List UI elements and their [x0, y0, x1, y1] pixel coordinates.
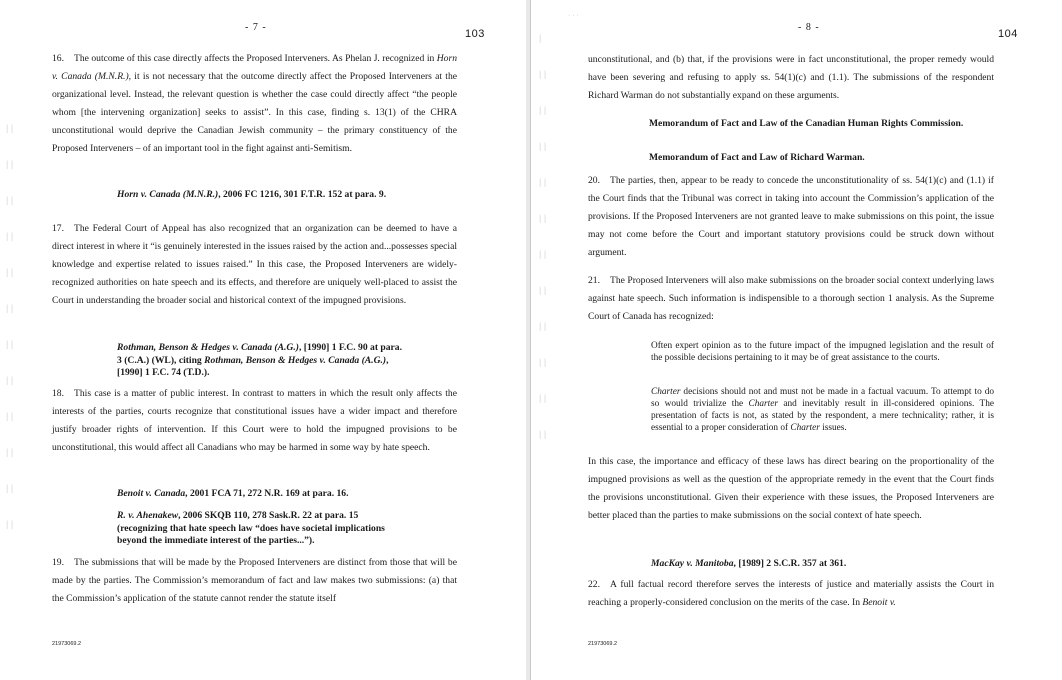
citation-ahenakew — [117, 510, 407, 548]
block-quote — [651, 386, 994, 434]
quote-text: decisions should not and must not be made in a factual vacuum. To attempt to do so would trivialize the — [651, 387, 994, 409]
document-id: 21973069.2 — [588, 641, 618, 647]
block-quote: Often expert opinion as to the future impact of the impugned legislation and the result of the possible decisions pertaining to it may be of great assistance to the courts. — [651, 341, 994, 363]
citation-rothman — [117, 342, 407, 380]
quote-emphasis: Charter — [748, 399, 778, 409]
case-name: MacKay v. Manitoba — [651, 558, 734, 569]
paragraph-text: The parties, then, appear to be ready to concede the unconstitutionality of ss. 54(1)(c) and (1.1) if the Court finds that the Tribunal was correct in taking into account the Commission’s application of the provisions. If the Proposed Interveners are not granted leave to make submissions on this point, the issue may not come before the Court and important statutory provisions could be struck down without argument. — [588, 175, 994, 259]
case-name: R. v. Ahenakew — [117, 510, 179, 521]
citation-mackay — [651, 558, 951, 571]
citation-text: , [1990] 1 F.C. 90 at para. 3 (C.A.) (WL), citing — [117, 342, 402, 366]
quote-text: and inevitably result in ill-considered opinions. The presentation of facts is not, as stated by the respondent, a mere technicality; rather, it is essential to a proper consideration of — [651, 399, 995, 433]
case-name: Rothman, Benson & Hedges v. Canada (A.G.) — [204, 354, 387, 366]
paragraph-after-quote: In this case, the importance and efficacy of these laws has direct bearing on the proportionality of the impugned provisions as well as the question of the appropriate remedy in the event that the Court finds the provisions unconstitutional. Given their experience with these issues, the Proposed Interveners are better placed than the parties to make submissions on the social context of hate speech. — [588, 456, 994, 522]
paragraph-number: 20. — [588, 175, 600, 186]
paragraph-number: 17. — [52, 223, 64, 234]
paragraph-number: 18. — [52, 388, 64, 399]
scan-artifact: | | | | | | | | | | | | | | | | | | | | | | | — [539, 33, 547, 439]
paragraph-text: The Proposed Interveners will also make submissions on the broader social context underlying laws against hate speech. Such information is indispensible to a thorough section 1 analysis. As the Supreme Court of Canada has recognized: — [588, 275, 994, 323]
paragraph-19 — [52, 554, 457, 608]
citation-horn — [117, 189, 407, 202]
quote-emphasis: Charter — [790, 423, 820, 433]
tab-number: 103 — [465, 28, 485, 40]
paragraph-number: 21. — [588, 275, 600, 286]
paragraph-21 — [588, 272, 994, 326]
citation-text: , [1989] 2 S.C.R. 357 at 361. — [733, 558, 847, 569]
paragraph-text: , it is not necessary that the outcome directly affect the Proposed Interveners at the organizational level. Instead, the relevant question is whether the case could directly affect “the people whom [the intervening organization] seeks to assist”. In this case, finding s. 13(1) of the CHRA unconstitutional would deprive the Canadian Jewish community – the primary constituency of the Proposed Interveners – of an important tool in the fight against anti-Semitism. — [52, 71, 458, 155]
paragraph-text: A full factual record therefore serves the interests of justice and materially assists the Court in reaching a properly-considered conclusion on the merits of the case. In — [588, 579, 994, 609]
page-number: - 8 - — [798, 22, 820, 33]
paragraph-16 — [52, 50, 457, 159]
tab-number: 104 — [998, 28, 1018, 40]
citation-text: , 2006 SKQB 110, 278 Sask.R. 22 at para. 15 (recognizing that hate speech law “does have societal implications beyond the immediate interest of the parties...”). — [117, 510, 385, 546]
document-id: 21973069.2 — [52, 641, 82, 647]
case-name: Benoit v. — [862, 597, 896, 609]
paragraph-text: The Federal Court of Appeal has also recognized that an organization can be deemed to have a direct interest in where it “is genuinely interested in the issues raised by the action and...possesses special knowledge and expertise related to issues raised.” In this case, the Proposed Interveners are widely-recognized authorities on hate speech and its effects, and therefore are uniquely well-placed to assist the Court in understanding the broader social and historical context of the impugned provisions. — [52, 223, 457, 307]
paragraph-continuation: unconstitutional, and (b) that, if the provisions were in fact unconstitutional, the proper remedy would have been severing and refusing to apply ss. 54(1)(c) and (1.1). The submissions of the respondent Richard Warman do not substantially expand on these arguments. — [588, 54, 994, 102]
right-page — [530, 0, 1062, 680]
citation-benoit — [117, 488, 407, 501]
paragraph-18 — [52, 385, 457, 457]
case-name: Rothman, Benson & Hedges v. Canada (A.G.) — [117, 342, 299, 353]
case-name: Benoit v. Canada — [117, 488, 186, 499]
quote-text: issues. — [819, 423, 847, 433]
citation-text: , 2006 FC 1216, 301 F.T.R. 152 at para. 9. — [218, 189, 387, 200]
citation-text: , [1990] 1 F.C. 74 (T.D.). — [117, 354, 389, 378]
paragraph-text: The submissions that will be made by the Proposed Interveners are distinct from those that will be made by the parties. The Commission’s memorandum of fact and law makes two submissions: (a) that the Commission’s application of the statute cannot render the statute itself — [52, 557, 457, 605]
reference-heading: Memorandum of Fact and Law of the Canadian Human Rights Commission. — [649, 118, 964, 129]
paragraph-number: 16. — [52, 53, 64, 64]
paragraph-number: 22. — [588, 579, 600, 590]
paragraph-text: The outcome of this case directly affects the Proposed Interveners. As Phelan J. recognized in — [74, 53, 437, 64]
paragraph-22 — [588, 576, 994, 612]
paragraph-number: 19. — [52, 557, 64, 568]
left-page — [0, 0, 527, 680]
paragraph-text: This case is a matter of public interest. In contrast to matters in which the result only affects the interests of the parties, courts recognize that constitutional issues have a wider impact and therefore justify broader rights of intervention. If this Court were to hold the impugned provisions to be unconstitutional, this would affect all Canadians who may be harmed in some way by hate speech. — [52, 388, 457, 454]
quote-emphasis: Charter — [651, 387, 681, 397]
scan-artifact: · · · — [568, 12, 579, 19]
citation-text: , 2001 FCA 71, 272 N.R. 169 at para. 16. — [185, 488, 349, 499]
page-number: - 7 - — [245, 22, 267, 33]
case-name: Horn v. Canada (M.N.R.) — [117, 189, 219, 200]
paragraph-17 — [52, 220, 457, 310]
reference-heading: Memorandum of Fact and Law of Richard Warman. — [649, 152, 865, 163]
case-name: Horn v. Canada (M.N.R.) — [52, 53, 457, 83]
paragraph-20 — [588, 172, 994, 262]
scan-artifact: | | | | | | | | | | | | | | | | | | | | | | | | — [6, 123, 14, 529]
